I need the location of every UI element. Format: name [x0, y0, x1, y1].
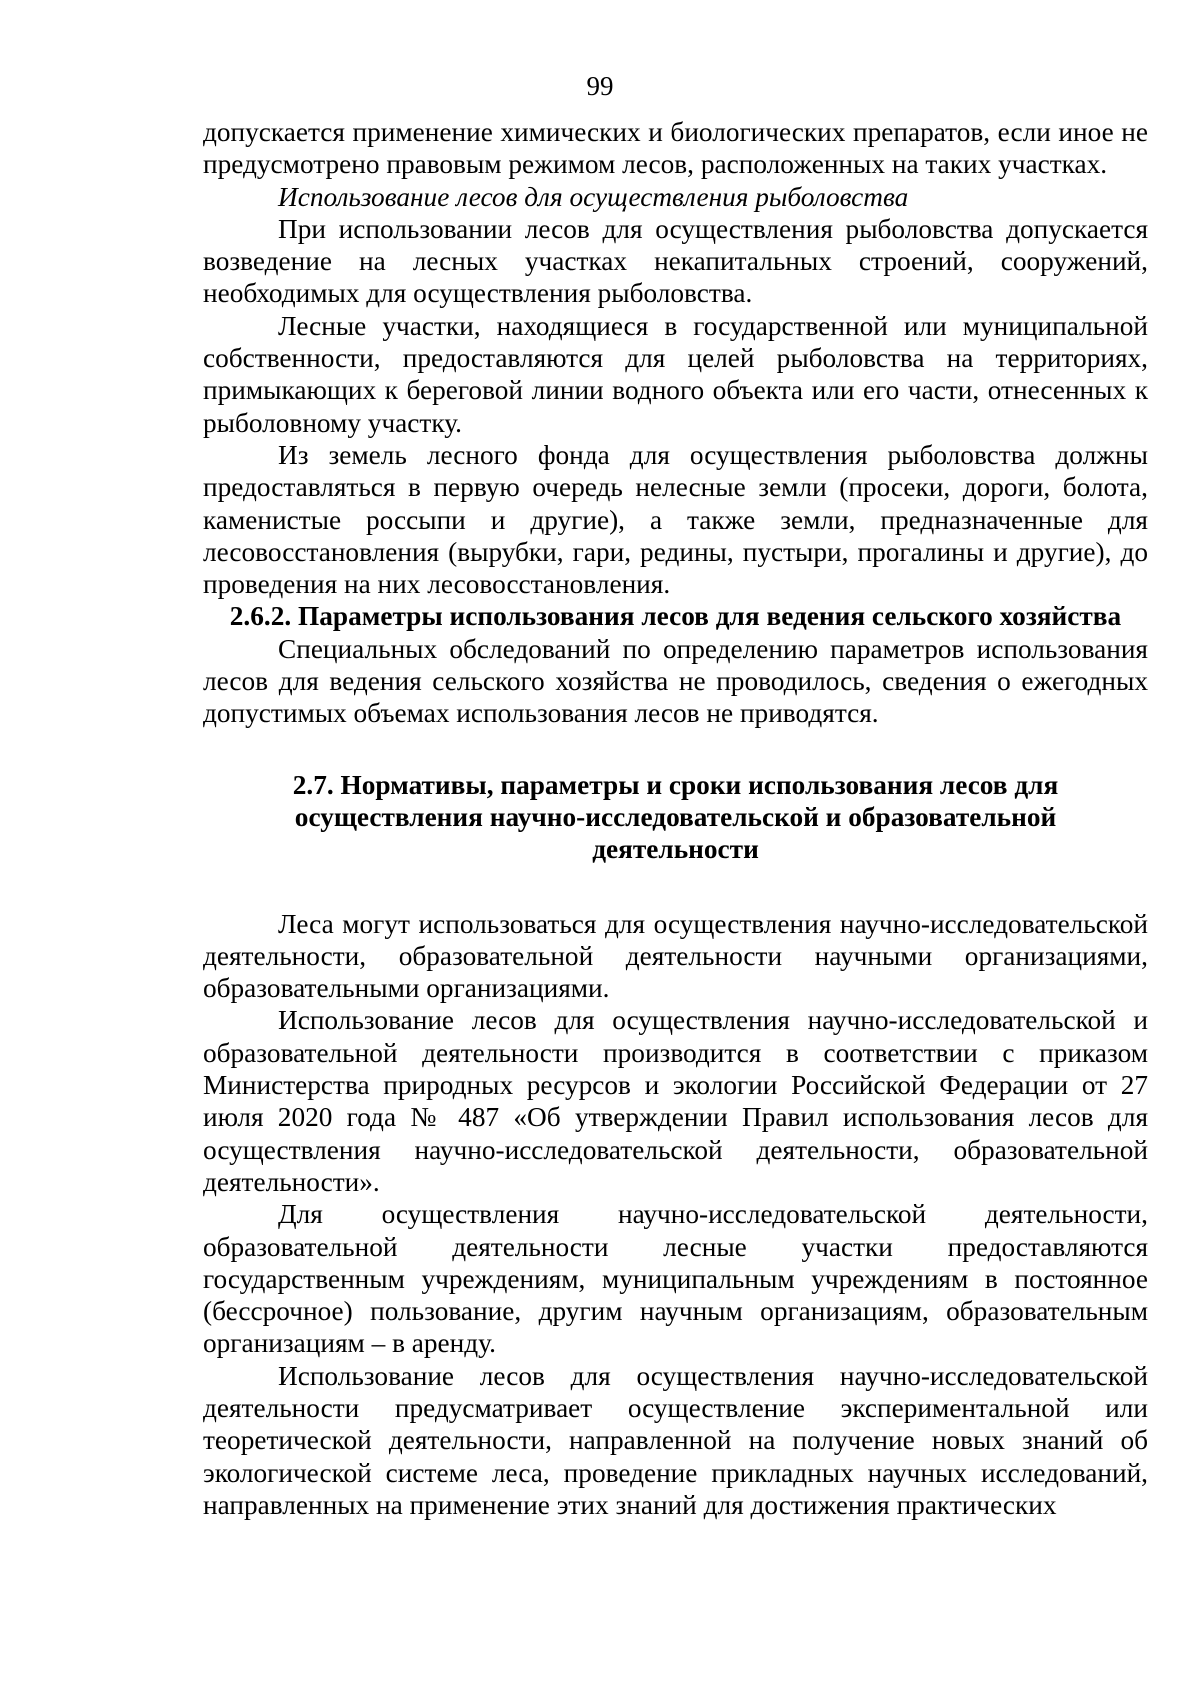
- paragraph: Лесные участки, находящиеся в государственной или муниципальной собственности, предоставляются для целей рыболовства на территориях, примыкающих к береговой линии водного объекта или его части, отнесенных к рыболовному участку.: [203, 310, 1148, 438]
- paragraph-continuation: допускается применение химических и биологических препаратов, если иное не предусмотрено правовым режимом лесов, расположенных на таких участках.: [203, 117, 1148, 180]
- paragraph: Использование лесов для осуществления научно-исследовательской и образовательной деятельности производится в соответствии с приказом Министерства природных ресурсов и экологии Российской Федерации от 27 июля 2020 года № 487 «Об утверждении Правил использования лесов для осуществления научно-исследовательской деятельности, образовательной деятельности».: [203, 1005, 1148, 1197]
- paragraph: При использовании лесов для осуществления рыболовства допускается возведение на лесных участках некапитальных строений, сооружений, необходимых для осуществления рыболовства.: [203, 213, 1148, 309]
- section-heading-2-6-2: 2.6.2. Параметры использования лесов для ведения сельского хозяйства: [229, 601, 1122, 632]
- document-body: [203, 116, 1148, 1521]
- section-heading-2-7: 2.7. Нормативы, параметры и сроки использования лесов для осуществления научно-исследовательской и образовательной деятельности: [292, 769, 1059, 865]
- paragraph: Специальных обследований по определению параметров использования лесов для ведения сельского хозяйства не проводилось, сведения о ежегодных допустимых объемах использования лесов не приводятся.: [203, 633, 1148, 729]
- page-number: 99: [586, 71, 614, 101]
- paragraph: Использование лесов для осуществления научно-исследовательской деятельности предусматривает осуществление экспериментальной или теоретической деятельности, направленной на получение новых знаний об экологической системе леса, проведение прикладных научных исследований, направленных на применение этих знаний для достижения практических: [203, 1360, 1148, 1520]
- paragraph: Для осуществления научно-исследовательской деятельности, образовательной деятельности лесные участки предоставляются государственным учреждениям, муниципальным учреждениям в постоянное (бессрочное) пользование, другим научным организациям, образовательным организациям – в аренду.: [203, 1199, 1148, 1359]
- paragraph: Из земель лесного фонда для осуществления рыболовства должны предоставляться в первую очередь нелесные земли (просеки, дороги, болота, каменистые россыпи и другие), а также земли, предназначенные для лесовосстановления (вырубки, гари, редины, пустыри, прогалины и другие), до проведения на них лесовосстановления.: [203, 439, 1148, 600]
- paragraph: Леса могут использоваться для осуществления научно-исследовательской деятельности, образовательной деятельности научными организациями, образовательными организациями.: [203, 908, 1148, 1004]
- fishing-subtitle: Использование лесов для осуществления рыболовства: [278, 181, 909, 212]
